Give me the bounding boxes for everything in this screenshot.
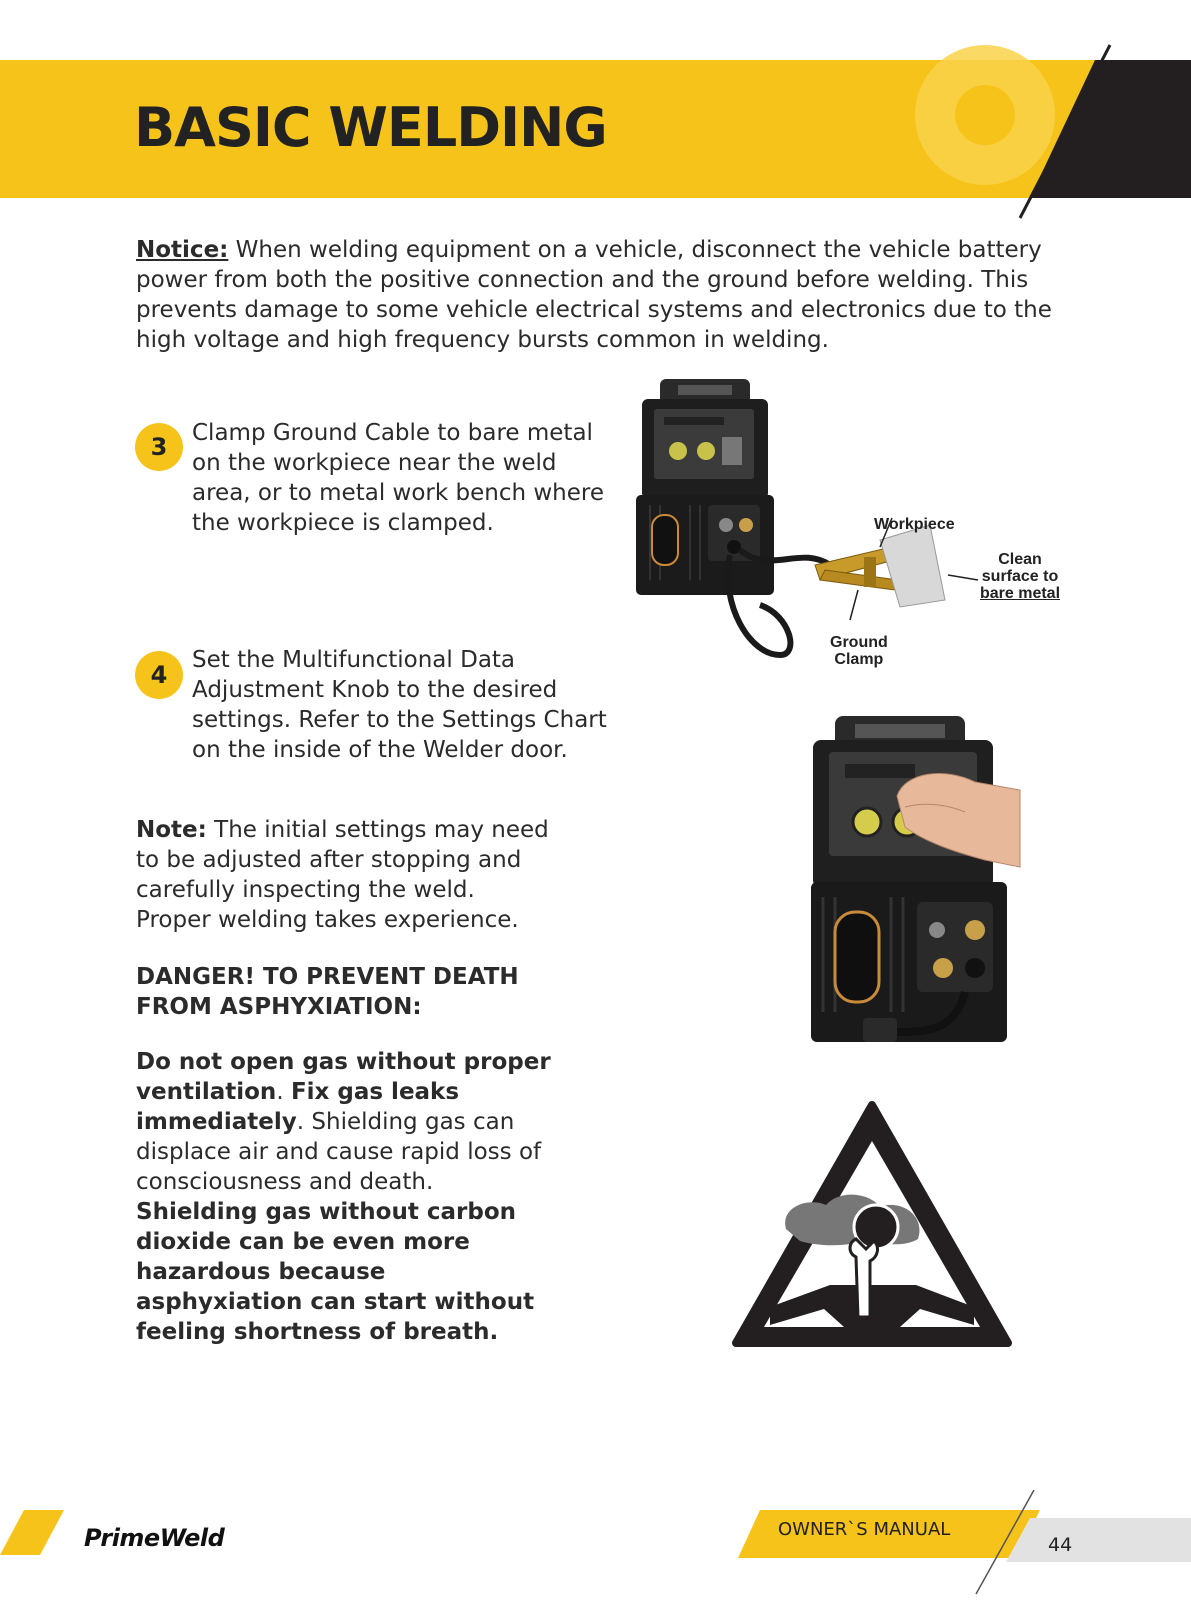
footer-manual-label: OWNER`S MANUAL [778, 1519, 951, 1540]
danger-bold-1: Do not open gas without proper ventilation [136, 1049, 551, 1105]
welder-knob-adjust-figure [805, 712, 1025, 1057]
danger-heading [136, 962, 556, 1022]
notice-text: When welding equipment on a vehicle, disconnect the vehicle battery power from both the positive connection and the ground before welding. This prevents damage to some vehicle electrical systems and electronics due to the high voltage and high frequency bursts common in welding. [136, 237, 1052, 353]
workpiece-illustration [880, 525, 945, 607]
note-paragraph [136, 815, 556, 935]
step-4-badge: 4 [135, 651, 183, 699]
ground-clamp-line2: Clamp [834, 651, 884, 668]
header-black-block [1030, 60, 1191, 198]
footer-page-band [1006, 1518, 1191, 1562]
step-3-badge: 3 [135, 423, 183, 471]
danger-heading-line2: FROM ASPHYXIATION: [136, 994, 422, 1020]
danger-sep: . [276, 1079, 291, 1105]
clean-surface-label [970, 551, 1070, 602]
danger-heading-line1: DANGER! TO PREVENT DEATH [136, 964, 519, 990]
ground-clamp-label [830, 634, 888, 668]
ground-clamp-line1: Ground [830, 634, 888, 651]
page-number: 44 [1048, 1534, 1073, 1556]
clean-surface-line3: bare metal [979, 585, 1061, 602]
footer-decoration [0, 1490, 1191, 1620]
page-title: BASIC WELDING [134, 96, 607, 159]
notice-paragraph [136, 235, 1076, 355]
notice-label: Notice: [136, 237, 229, 263]
step-3-text: Clamp Ground Cable to bare metal on the workpiece near the weld area, or to metal work bench where the workpiece is clamped. [192, 420, 604, 536]
danger-bold-2: Fix gas leaks immediately [136, 1079, 460, 1135]
note-text: The initial settings may need to be adjusted after stopping and carefully inspecting the weld. Proper welding takes experience. [136, 817, 549, 933]
welder-machine-illustration [636, 379, 774, 595]
asphyxiation-warning-sign [730, 1097, 1015, 1351]
note-label: Note: [136, 817, 207, 843]
clean-surface-line1: Clean [998, 551, 1042, 568]
welder-machine-illustration [811, 716, 1007, 1042]
danger-text: . Shielding gas can displace air and cause rapid loss of consciousness and death. [136, 1109, 542, 1195]
step-4-text: Set the Multifunctional Data Adjustment Knob to the desired settings. Refer to the Settings Chart on the inside of the Welder door. [192, 647, 607, 763]
danger-bold-3: Shielding gas without carbon dioxide can be even more hazardous because asphyxiation can start without feeling shortness of breath. [136, 1199, 535, 1345]
primeweld-logo: PrimeWeld [84, 1524, 225, 1552]
footer-left-accent [0, 1510, 64, 1555]
danger-paragraph [136, 1047, 556, 1347]
workpiece-label: Workpiece [874, 516, 955, 533]
clean-surface-line2: surface to [981, 568, 1059, 585]
